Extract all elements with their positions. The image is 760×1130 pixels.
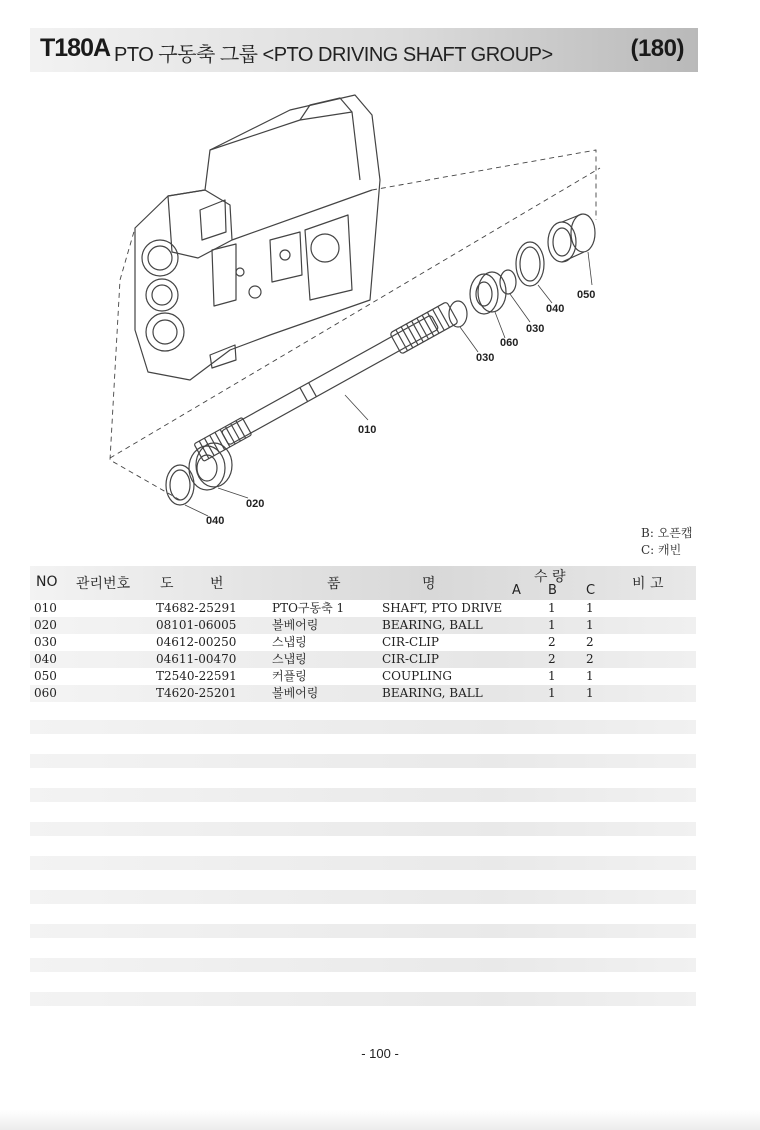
table-row: [30, 617, 696, 634]
row-qty-b: 2: [548, 635, 556, 649]
header-remarks: 비 고: [632, 576, 664, 592]
row-part-number: T4682-25291: [156, 601, 237, 615]
header-management-number: 관리번호: [76, 576, 131, 592]
callout-020: 020: [246, 498, 265, 510]
row-qty-c: 2: [586, 652, 594, 666]
callout-040-upper: 040: [546, 303, 565, 315]
table-row: [30, 600, 696, 617]
row-no: 060: [34, 686, 57, 700]
row-qty-b: 1: [548, 669, 556, 683]
row-name-korean: 볼베어링: [272, 686, 319, 700]
header-qty-c: C: [586, 583, 596, 598]
row-no: 040: [34, 652, 57, 666]
empty-table-band: [30, 720, 696, 734]
housing-bore-top: [142, 240, 178, 276]
row-name-english: CIR-CLIP: [382, 652, 439, 666]
group-code: (180): [630, 35, 684, 62]
page-title: PTO 구동축 그룹 <PTO DRIVING SHAFT GROUP>: [114, 44, 553, 66]
pto-drive-shaft: [193, 302, 458, 464]
empty-table-band: [30, 890, 696, 904]
row-qty-c: 1: [586, 618, 594, 632]
row-qty-b: 1: [548, 601, 556, 615]
row-name-english: BEARING, BALL: [382, 686, 483, 700]
row-part-number: 08101-06005: [156, 618, 237, 632]
row-qty-b: 2: [548, 652, 556, 666]
row-no: 010: [34, 601, 57, 615]
row-qty-c: 1: [586, 686, 594, 700]
exploded-parts-diagram: [0, 0, 760, 560]
header-product-2: 명: [422, 576, 436, 592]
row-name-korean: 커플링: [272, 669, 307, 683]
housing-bore-bottom: [146, 313, 184, 351]
row-name-english: BEARING, BALL: [382, 618, 483, 632]
empty-table-band: [30, 992, 696, 1006]
empty-table-band: [30, 822, 696, 836]
legend-open-cab: B: 오픈캡: [641, 526, 693, 540]
legend-cabin: C: 캐빈: [641, 543, 682, 557]
table-row: [30, 634, 696, 651]
header-drawing-1: 도: [160, 576, 174, 592]
row-name-korean: 스냅링: [272, 652, 307, 666]
row-name-english: SHAFT, PTO DRIVE: [382, 601, 503, 615]
circlip-030-inner: [449, 301, 467, 327]
empty-table-band: [30, 958, 696, 972]
table-row: [30, 651, 696, 668]
row-part-number: 04612-00250: [156, 635, 237, 649]
page-number: - 100 -: [361, 1046, 399, 1061]
row-name-english: COUPLING: [382, 669, 453, 683]
callout-060: 060: [500, 337, 519, 349]
row-name-korean: 스냅링: [272, 635, 307, 649]
callout-010: 010: [358, 424, 377, 436]
row-qty-c: 2: [586, 635, 594, 649]
scan-bottom-edge: [0, 1110, 760, 1130]
row-name-korean: PTO구동축 1: [272, 601, 345, 615]
row-no: 030: [34, 635, 57, 649]
row-qty-c: 1: [586, 601, 594, 615]
row-part-number: 04611-00470: [156, 652, 237, 666]
header-quantity: 수 량: [534, 569, 566, 585]
callout-030-lower: 030: [476, 352, 495, 364]
parts-table-header: [30, 566, 696, 600]
row-qty-b: 1: [548, 618, 556, 632]
header-qty-b: B: [548, 583, 557, 598]
empty-table-band: [30, 788, 696, 802]
row-part-number: T4620-25201: [156, 686, 237, 700]
callout-030-upper: 030: [526, 323, 545, 335]
circlip-030-outer: [500, 270, 516, 294]
callout-050: 050: [577, 289, 596, 301]
row-name-english: CIR-CLIP: [382, 635, 439, 649]
header-qty-a: A: [512, 583, 521, 598]
row-qty-b: 1: [548, 686, 556, 700]
header-no: NO: [36, 574, 58, 590]
empty-table-band: [30, 924, 696, 938]
header-drawing-2: 번: [210, 576, 224, 592]
row-no: 020: [34, 618, 57, 632]
row-name-korean: 볼베어링: [272, 618, 319, 632]
row-part-number: T2540-22591: [156, 669, 237, 683]
table-row: [30, 685, 696, 702]
housing-bore-middle: [146, 279, 178, 311]
model-code: T180A: [40, 34, 111, 62]
row-no: 050: [34, 669, 57, 683]
empty-table-band: [30, 856, 696, 870]
empty-table-band: [30, 754, 696, 768]
header-product-1: 품: [327, 576, 341, 592]
housing-outline: [135, 95, 380, 380]
row-qty-c: 1: [586, 669, 594, 683]
table-row: [30, 668, 696, 685]
callout-040-lower: 040: [206, 515, 225, 527]
